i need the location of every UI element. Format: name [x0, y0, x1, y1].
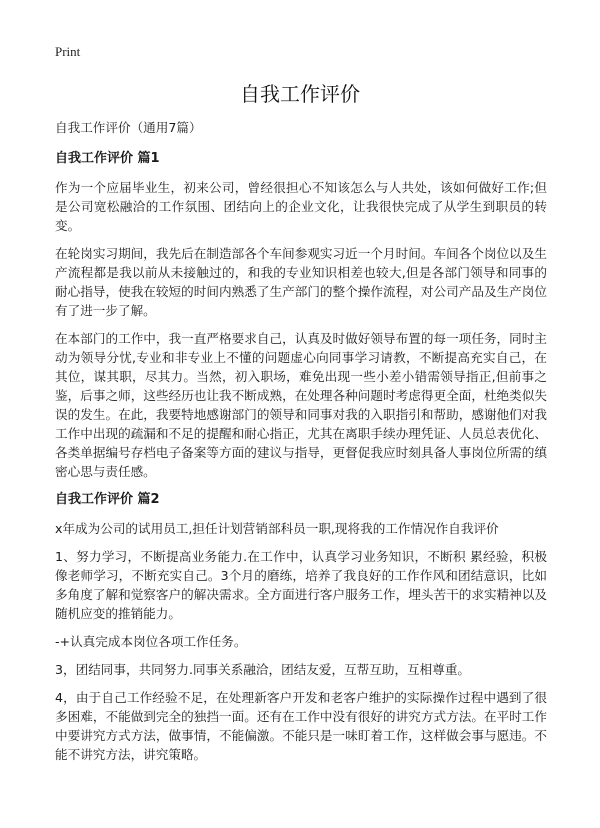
paragraph: 在轮岗实习期间，我先后在制造部各个车间参观实习近一个月时间。车间各个岗位以及生产流程都是我以前从未接触过的，和我的专业知识相差也较大,但是各部门领导和同事的耐心指导，使我在较短的时间内熟悉了生产部门的整个操作流程，对公司产品及生产岗位有了进一步了解。: [55, 246, 547, 318]
section-2: [55, 490, 547, 764]
paragraph: x年成为公司的试用员工,担任计划营销部科员一职,现将我的工作情况作自我评价: [55, 521, 499, 536]
section-1: [55, 149, 547, 481]
paragraph: -+认真完成本岗位各项工作任务。: [55, 634, 247, 649]
document-title: 自我工作评价: [240, 82, 360, 106]
section-heading: 自我工作评价 篇2: [55, 492, 160, 507]
document-body: [55, 118, 547, 773]
paragraph: 3，团结同事，共同努力.同事关系融洽，团结友爱，互帮互助，互相尊重。: [55, 662, 471, 677]
paragraph: 作为一个应届毕业生，初来公司，曾经很担心不知该怎么与人共处，该如何做好工作;但是公司宽松融洽的工作氛围、团结向上的企业文化，让我很快完成了从学生到职员的转变。: [55, 180, 547, 233]
section-heading: 自我工作评价 篇1: [55, 151, 160, 166]
print-link[interactable]: Print: [55, 44, 81, 59]
paragraph: 1、努力学习，不断提高业务能力.在工作中，认真学习业务知识，不断积 累经验，积极像老师学习，不断充实自己。3个月的磨练，培养了我良好的工作作风和团结意识，比如多角度了解和觉察客户的解决需求。全方面进行客户服务工作，埋头苦干的求实精神以及随机应变的推销能力。: [55, 549, 547, 621]
document-subtitle: 自我工作评价（通用7篇）: [55, 120, 202, 135]
paragraph: 4，由于自己工作经验不足，在处理新客户开发和老客户维护的实际操作过程中遇到了很多困难，不能做到完全的独挡一面。还有在工作中没有很好的讲究方式方法。在平时工作中要讲究方式方法，做事情，不能偏激。不能只是一味盯着工作，这样做会事与愿违。不能不讲究方法，讲究策略。: [55, 690, 547, 762]
paragraph: 在本部门的工作中，我一直严格要求自己，认真及时做好领导布置的每一项任务，同时主动为领导分忧,专业和非专业上不懂的问题虚心向同事学习请教，不断提高充实自己，在其位，谋其职，尽其力。当然，初入职场，难免出现一些小差小错需领导指正,但前事之鉴，后事之师，这些经历也让我不断成熟，在处理各种问题时考虑得更全面，杜绝类似失误的发生。在此，我要特地感谢部门的领导和同事对我的入职指引和帮助，感谢他们对我工作中出现的疏漏和不足的提醒和耐心指正，尤其在离职手续办理凭证、人员总表优化、各类单据编号存档电子备案等方面的建议与指导，更督促我应时刻具备人事岗位所需的缜密心思与责任感。: [55, 331, 547, 479]
